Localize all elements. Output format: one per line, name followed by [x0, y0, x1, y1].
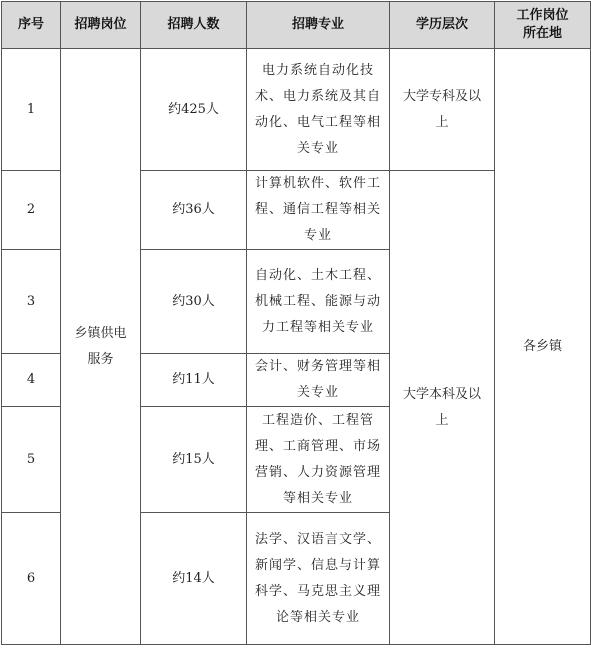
header-count: 招聘人数: [141, 2, 247, 49]
header-major: 招聘专业: [247, 2, 390, 49]
cell-major: 自动化、土木工程、机械工程、能源与动力工程等相关专业: [247, 250, 390, 354]
header-education: 学历层次: [390, 2, 495, 49]
cell-count: 约14人: [141, 513, 247, 645]
cell-seq: 2: [2, 171, 61, 250]
cell-major: 法学、汉语言文学、新闻学、信息与计算科学、马克思主义理论等相关专业: [247, 513, 390, 645]
cell-count: 约425人: [141, 49, 247, 171]
cell-major: 会计、财务管理等相关专业: [247, 354, 390, 407]
recruitment-table: [1, 1, 591, 645]
cell-seq: 3: [2, 250, 61, 354]
cell-major: 计算机软件、软件工程、通信工程等相关专业: [247, 171, 390, 250]
cell-count: 约11人: [141, 354, 247, 407]
cell-seq: 6: [2, 513, 61, 645]
header-seq: 序号: [2, 2, 61, 49]
cell-seq: 1: [2, 49, 61, 171]
cell-education-college: 大学专科及以上: [390, 49, 495, 171]
cell-major: 电力系统自动化技术、电力系统及其自动化、电气工程等相关专业: [247, 49, 390, 171]
cell-seq: 5: [2, 407, 61, 513]
cell-seq: 4: [2, 354, 61, 407]
cell-post: 乡镇供电服务: [61, 49, 141, 645]
cell-count: 约15人: [141, 407, 247, 513]
cell-count: 约36人: [141, 171, 247, 250]
table-row: [2, 49, 591, 171]
cell-count: 约30人: [141, 250, 247, 354]
table-header-row: [2, 2, 591, 49]
header-post: 招聘岗位: [61, 2, 141, 49]
cell-location: 各乡镇: [495, 49, 591, 645]
cell-education-bachelor: 大学本科及以上: [390, 171, 495, 645]
header-location: 工作岗位所在地: [495, 2, 591, 49]
cell-major: 工程造价、工程管理、工商管理、市场营销、人力资源管理等相关专业: [247, 407, 390, 513]
